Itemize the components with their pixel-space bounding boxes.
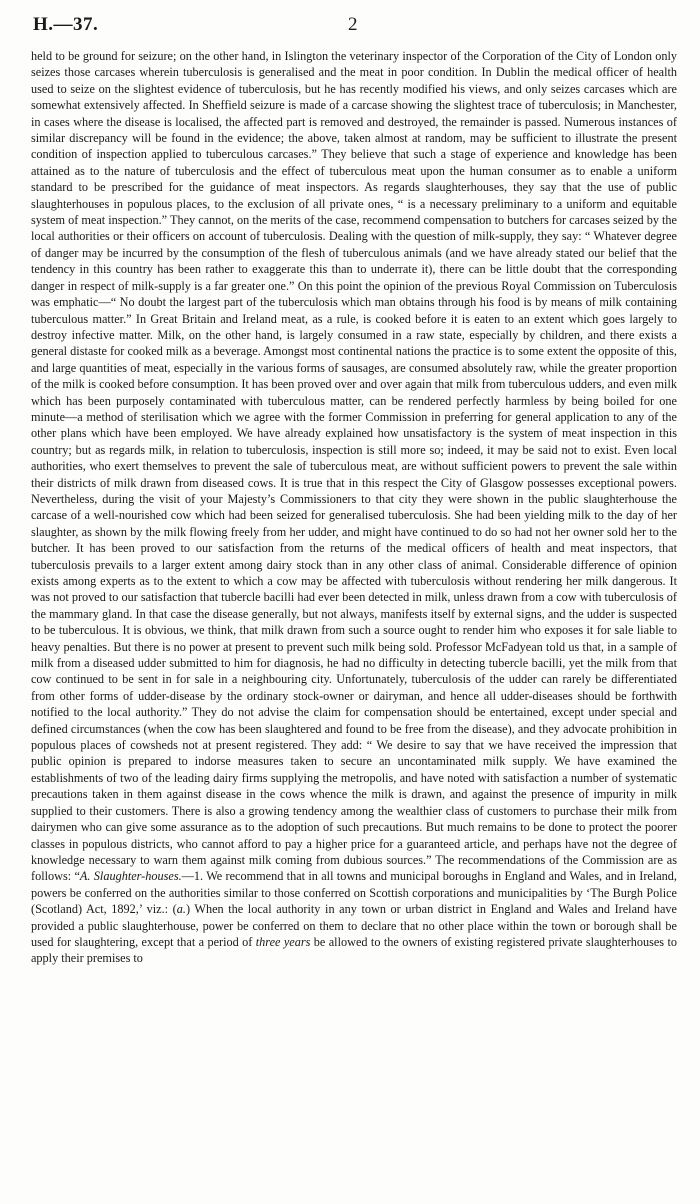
page-header <box>33 8 690 38</box>
italic-heading: A. Slaughter-houses. <box>79 869 182 884</box>
italic-clause-label: a. <box>176 902 186 917</box>
italic-three-years: three years <box>255 934 311 949</box>
text-run-1: held to be ground for seizure; on the other hand, in Islington the veterinary inspector of the Corporation of the City of London only seizes those carcases wherein tuberculosis is generalised and the meat in poor condition. In Dublin the medical officer of health used to seize on the slightest evidence of tuberculosis, but he has recently modified his views, and only seizes carcases which are somewhat extensively affected. In Sheffield seizure is made of a carcase showing the slightest trace of tuberculosis; in Manchester, in cases where the disease is localised, the affected part is removed and destroyed, the remainder is passed. Numerous instances of similar discrepancy will be found in the evidence; the above, taken almost at random, may be sufficient to illustrate the present condition of inspection applied to tuberculous carcases.” They believe that such a stage of experience and knowledge has been attained as to the nature of tuberculosis and the effect of tuberculous meat upon the human consumer as to enable a uniform standard to be prescribed for the guidance of meat inspectors. As regards slaughterhouses, they say that the use of public slaughterhouses in populous places, to the exclusion of all private ones, “ is a necessary preliminary to a uniform and equitable system of meat inspection.” They cannot, on the merits of the case, recommend compensation to butchers for carcases seized by the local authorities or their officers on account of tuberculosis. Dealing with the question of milk-supply, they say: “ Whatever degree of danger may be incurred by the consumption of the flesh of tuberculous animals (and we have already stated our belief that the tendency in this country has been rather to exaggerate this than to underrate it), there can be little doubt that the corresponding danger in respect of milk-supply is a far greater one.” On this point the opinion of the previous Royal Commission on Tuberculosis was emphatic—“ No doubt the largest part of the tuberculosis which man obtains through his food is by means of milk containing tuberculous matter.” In Great Britain and Ireland meat, as a rule, is cooked before it is eaten to an extent which goes largely to destroy infective matter. Milk, on the other hand, is largely consumed in a raw state, especially by children, and there exists a general distaste for cooked milk as a beverage. Amongst most continental nations the practice is to some extent the opposite of this, and large quantities of meat, especially in the various forms of sausages, are consumed absolutely raw, while the greater proportion of the milk is cooked before consumption. It has been proved over and over again that milk from tuberculous udders, and even milk which has been purposely contaminated with tuberculous matter, can be rendered perfectly harmless by being boiled for one minute—a method of sterilisation which we agree with the former Commission in preferring for general application to any of the other plans which have been employed. We have already explained how unsatisfactory is the system of meat inspection in this country; but as regards milk, in relation to tuberculosis, inspection is still more so; indeed, it may be said not to exist. Even local authorities, who exert themselves to prevent the sale of tuberculous meat, are without sufficient powers to prevent the sale within their districts of milk drawn from diseased cows. It is true that in this respect the City of Glasgow possesses exceptional powers. Nevertheless, during the visit of your Majesty’s Commissioners to that city they were shown in the public slaughterhouse the carcase of a well-nourished cow which had been seized for generalised tuberculosis. She had been yielding milk to the day of her slaughter, as shown by the milk flowing freely from her udder, and might have continued to do so had not her owner sold her to the butcher. It has been proved to our satisfaction from the returns of the medical officers of health and meat inspectors, that tuberculosis prevails to a larger extent among dairy stock than in any other class of animal. Considerable difference of opinion exists among experts as to the extent to which a cow may be affected with tuberculosis without rendering her milk dangerous. It was not proved to our satisfaction that tubercle bacilli had ever been detected in milk, unless drawn from a cow with tuberculosis of the mammary gland. In that case the disease generally, but not always, manifests itself by external signs, and the udder is suspected to be tuberculous. It is obvious, we think, that milk drawn from such a source ought to render him who exposes it for sale liable to heavy penalties. But there is no power at present to prevent such milk being sold. Professor McFadyean told us that, in a sample of milk from a diseased udder submitted to him for diagnosis, he had no difficulty in detecting tubercle bacilli, yet the milk from that cow continued to be sent in for sale in a neighbouring city. Unfortunately, tuberculosis of the udder can rarely be differentiated from other forms of udder-disease by the ordinary stock-owner or dairyman, and hence all udder-diseases should be forthwith notified to the local authority.” They do not advise the claim for compensation should be entertained, except under special and defined circumstances (when the cow has been slaughtered and found to be free from the disease), and they advocate prohibition in populous places of cowsheds not at present registered. They add: “ We desire to say that we have received the impression that public opinion is prepared to indorse measures taken to secure an uncontaminated milk supply. We have examined the establishments of two of the leading dairy firms supplying the metropolis, and have noted with satisfaction a number of systematic precautions taken in them against disease in the cows whence the milk is drawn, and against the presence of impurity in milk supplied to their customers. There is also a growing tendency among the wealthier class of customers to purchase their milk from dairymen who can give some assurance as to the adoption of such precautions. But much remains to be done to protect the poorer classes in populous districts, who cannot afford to pay a higher price for a guaranteed article, and perhaps have not the degree of knowledge necessary to warn them against milk coming from dubious sources.” The recommendations of the Commission are as follows: “ <box>31 49 677 884</box>
document-reference: H.—37. <box>33 14 99 35</box>
text-run-2: —1. We recommend that in all towns and municipal boroughs in England and Wales, and in Ireland, powers be conferred on the authorities similar to those conferred on Scottish corporations and municipalities by ‘The Burgh Police (Scotland) Act, 1892,’ viz.: ( <box>31 869 677 917</box>
page-number: 2 <box>348 14 358 35</box>
body-text <box>31 48 677 967</box>
text-run-4: be allowed to the owners of existing registered private slaughterhouses to apply their premises to <box>31 934 677 966</box>
text-run-3: ) When the local authority in any town or urban district in England and Wales and Ireland have provided a public slaughterhouse, power be conferred on them to declare that no other place within the town or borough shall be used for slaughtering, except that a period of <box>31 902 677 949</box>
body-paragraph <box>31 48 677 967</box>
